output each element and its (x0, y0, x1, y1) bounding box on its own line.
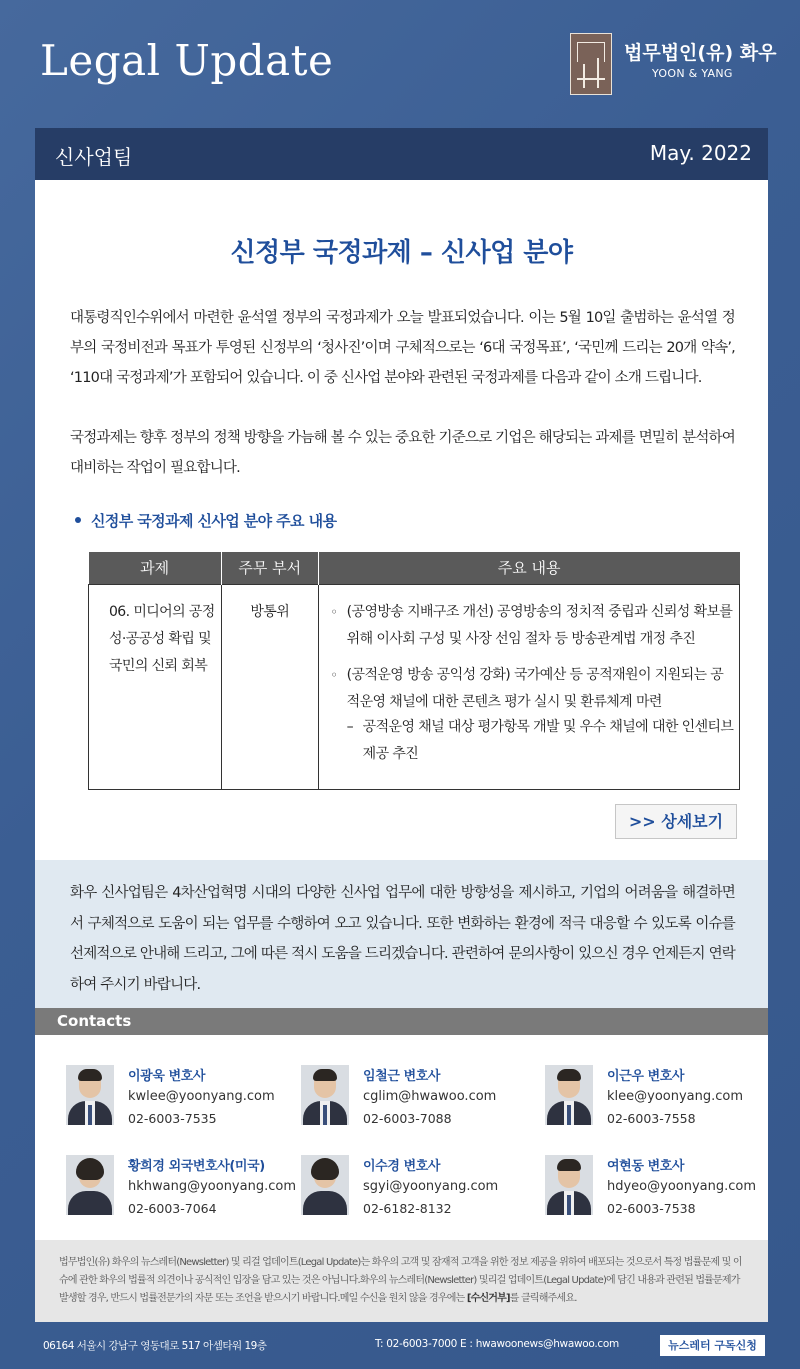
footer-address: 06164 서울시 강남구 영동대로 517 아셈타워 19층 (43, 1340, 267, 1352)
contacts-bar (35, 1008, 768, 1035)
dash-bullet-icon: – (346, 718, 354, 735)
section-heading-text: 신정부 국정과제 신사업 분야 주요 내용 (91, 512, 337, 530)
disclaimer-text (59, 1254, 749, 1308)
table-header-department: 주무 부서 (221, 552, 318, 584)
contacts-label: Contacts (57, 1012, 132, 1030)
team-bar (35, 128, 768, 180)
contact-card (301, 1155, 531, 1225)
circle-bullet-icon: ◦ (330, 604, 338, 619)
contact-email[interactable]: cglim@hwawoo.com (363, 1089, 497, 1104)
team-name: 신사업팀 (55, 145, 133, 169)
contact-email[interactable]: hkhwang@yoonyang.com (128, 1179, 296, 1194)
contact-card (545, 1065, 775, 1135)
disclaimer (35, 1240, 768, 1322)
contact-name: 이근우 변호사 (607, 1069, 685, 1084)
avatar (545, 1155, 593, 1215)
table-row (89, 584, 740, 789)
task-cell: 06. 미디어의 공정성·공공성 확립 및 국민의 신뢰 회복 (89, 584, 222, 789)
article-card (35, 180, 768, 860)
bullet-dot-icon (75, 517, 81, 523)
unsubscribe-link[interactable]: [수신거부] (466, 1293, 510, 1304)
section-heading (75, 510, 336, 531)
team-intro (35, 860, 768, 1008)
details-button[interactable]: >> 상세보기 (615, 804, 737, 839)
contact-email[interactable]: kwlee@yoonyang.com (128, 1089, 275, 1104)
avatar (301, 1065, 349, 1125)
article-paragraph-2: 국정과제는 향후 정부의 정책 방향을 가늠해 볼 수 있는 중요한 기준으로 기업은 해당되는 과제를 면밀히 분석하여 대비하는 작업이 필요합니다. (70, 430, 735, 476)
sub-item (347, 714, 735, 768)
issue-date: May. 2022 (649, 141, 752, 165)
content-item-2: (공적운영 방송 공익성 강화) 국가예산 등 공적재원이 지원되는 공적운영 채널에 대한 콘텐츠 평가 실시 및 환류체계 마련 (346, 666, 724, 710)
firm-logo-mark[interactable] (570, 33, 612, 95)
contact-name: 이광욱 변호사 (128, 1069, 206, 1084)
team-intro-text: 화우 신사업팀은 4차산업혁명 시대의 다양한 신사업 업무에 대한 방향성을 제시하고, 기업의 어려움을 해결하면서 구체적으로 도움이 되는 업무를 수행하여 오고 있습니다. 또한 변화하는 환경에 적극 대응할 수 있도록 이슈를 선제적으로 안내해 드리고, 그에 따른 적시 도움을 드리겠습니다. 관련하여 문의사항이 있으신 경우 언제든지 연락하여 주시기 바랍니다. (70, 885, 735, 993)
contact-name: 여현동 변호사 (607, 1159, 685, 1174)
footer-contact: T: 02-6003-7000 E : hwawoonews@hwawoo.com (375, 1338, 619, 1350)
firm-name-ko[interactable]: 법무법인(유) 화우 (624, 42, 777, 64)
circle-bullet-icon: ◦ (330, 667, 338, 682)
contact-email[interactable]: klee@yoonyang.com (607, 1089, 744, 1104)
contact-card (66, 1065, 296, 1135)
contact-card (301, 1065, 531, 1135)
footer (35, 1330, 768, 1360)
contact-phone: 02-6003-7558 (607, 1111, 696, 1126)
article-title: 신정부 국정과제 – 신사업 분야 (230, 238, 573, 268)
article-paragraph-1: 대통령직인수위에서 마련한 윤석열 정부의 국정과제가 오늘 발표되었습니다. 이는 5월 10일 출범하는 윤석열 정부의 국정비전과 목표가 투영된 신정부의 ‘청사진’이며 구체적으로는 ‘6대 국정목표’, ‘국민께 드리는 20개 약속’, ‘110대 국정과제’가 포함되어 있습니다. 이 중 신사업 분야와 관련된 국정과제를 다음과 같이 소개 드립니다. (70, 310, 735, 386)
avatar (301, 1155, 349, 1215)
list-item (331, 662, 735, 768)
avatar (66, 1155, 114, 1215)
contact-phone: 02-6003-7538 (607, 1201, 696, 1216)
contact-name: 임철근 변호사 (363, 1069, 441, 1084)
content-cell (318, 584, 739, 789)
contact-card (545, 1155, 775, 1225)
firm-name-en[interactable]: YOON & YANG (652, 67, 733, 80)
policy-table (88, 552, 740, 790)
subscribe-button[interactable]: 뉴스레터 구독신청 (660, 1335, 765, 1356)
contact-name: 황희경 외국변호사(미국) (128, 1159, 265, 1174)
disclaimer-body: 법무법인(유) 화우의 뉴스레터(Newsletter) 및 리걸 업데이트(Legal Update)는 화우의 고객 및 잠재적 고객을 위한 정보 제공을 위하여 배포되는 것으로서 특정 법률문제 및 이슈에 관한 화우의 법률적 의견이나 공식적인 입장을 담고 있는 것은 아닙니다.화우의 뉴스레터(Newsletter) 및리걸 업데이트(Legal Update)에 담긴 내용과 관련된 법률문제가 발생할 경우, 반드시 법률전문가의 자문 또는 조언을 받으시기 바랍니다.메일 수신을 원치 않을 경우에는 (59, 1257, 742, 1304)
contact-phone: 02-6003-7088 (363, 1111, 452, 1126)
contact-email[interactable]: sgyi@yoonyang.com (363, 1179, 499, 1194)
department-cell: 방통위 (221, 584, 318, 789)
avatar (545, 1065, 593, 1125)
avatar (66, 1065, 114, 1125)
contact-card (66, 1155, 296, 1225)
newsletter-title: Legal Update (40, 36, 334, 85)
contacts-section (35, 1035, 768, 1240)
content-item-1: (공영방송 지배구조 개선) 공영방송의 정치적 중립과 신뢰성 확보를 위해 이사회 구성 및 사장 선임 절차 등 방송관계법 개정 추진 (346, 603, 733, 647)
contact-phone: 02-6003-7535 (128, 1111, 217, 1126)
disclaimer-tail: 를 클릭해주세요. (509, 1293, 577, 1304)
contact-name: 이수경 변호사 (363, 1159, 441, 1174)
contact-phone: 02-6182-8132 (363, 1201, 452, 1216)
table-header-content: 주요 내용 (318, 552, 739, 584)
contact-phone: 02-6003-7064 (128, 1201, 217, 1216)
content-item-2-sub: 공적운영 채널 대상 평가항목 개발 및 우수 채널에 대한 인센티브 제공 추진 (362, 718, 734, 762)
header (0, 0, 800, 125)
table-header-task: 과제 (89, 552, 222, 584)
list-item (331, 599, 735, 653)
contact-email[interactable]: hdyeo@yoonyang.com (607, 1179, 757, 1194)
